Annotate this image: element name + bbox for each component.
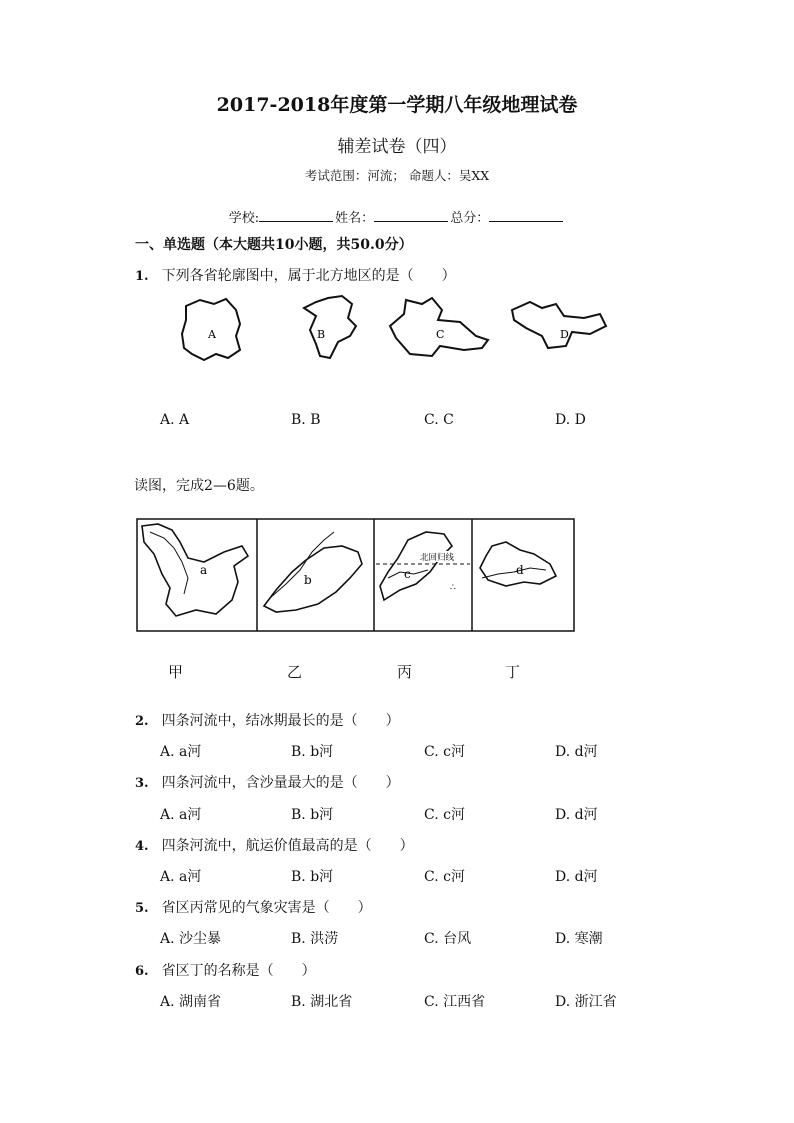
question-1 xyxy=(135,265,456,285)
tropic-label: 北回归线 xyxy=(420,553,455,563)
q1-option-c[interactable]: C. C xyxy=(424,412,454,428)
question-text: 四条河流中，航运价值最高的是（ ） xyxy=(161,838,414,854)
q4-option-a[interactable]: A. a河 xyxy=(160,869,202,885)
river-label-b: b xyxy=(304,573,312,587)
q1-option-b[interactable]: B. B xyxy=(291,412,321,428)
river-maps-figure xyxy=(136,518,576,634)
name-blank[interactable] xyxy=(374,209,448,222)
q2-option-b[interactable]: B. b河 xyxy=(291,744,334,760)
map-label-c: C xyxy=(436,328,445,341)
q3-option-b[interactable]: B. b河 xyxy=(291,807,334,823)
q6-option-c[interactable]: C. 江西省 xyxy=(424,994,486,1010)
school-blank[interactable] xyxy=(259,209,333,222)
question-6 xyxy=(135,960,316,980)
question-text: 省区丙常见的气象灾害是（ ） xyxy=(161,900,372,916)
question-text: 省区丁的名称是（ ） xyxy=(161,963,316,979)
map-label-a: A xyxy=(208,328,216,341)
student-fields xyxy=(0,207,794,226)
province-outline-d xyxy=(512,302,606,348)
score-blank[interactable] xyxy=(489,209,563,222)
q1-option-a[interactable]: A. A xyxy=(160,412,190,428)
question-number: 3. xyxy=(135,776,149,791)
q3-option-a[interactable]: A. a河 xyxy=(160,807,202,823)
question-text: 四条河流中，含沙量最大的是（ ） xyxy=(161,775,400,791)
section-label: 一、单选题 xyxy=(135,237,205,253)
islands-dots: ∴ xyxy=(450,583,456,593)
province-outline-yi xyxy=(264,546,362,612)
question-4 xyxy=(135,835,414,855)
province-outline-b xyxy=(304,296,356,358)
exam-info: 考试范围：河流； 命题人：吴XX xyxy=(304,168,490,183)
q2-option-a[interactable]: A. a河 xyxy=(160,744,202,760)
q6-option-d[interactable]: D. 浙江省 xyxy=(555,994,617,1010)
q5-option-a[interactable]: A. 沙尘暴 xyxy=(160,931,222,947)
q5-option-c[interactable]: C. 台风 xyxy=(424,931,472,947)
province-outlines-figure xyxy=(170,292,630,378)
panel-label-ding: 丁 xyxy=(505,663,521,681)
question-number: 5. xyxy=(135,901,149,916)
q2-option-c[interactable]: C. c河 xyxy=(424,744,465,760)
name-label: 姓名： xyxy=(335,211,375,226)
province-outline-bing xyxy=(380,532,452,600)
river-label-a: a xyxy=(200,563,208,577)
q4-option-c[interactable]: C. c河 xyxy=(424,869,465,885)
q5-option-d[interactable]: D. 寒潮 xyxy=(555,931,603,947)
province-outline-c xyxy=(390,298,488,356)
panel-label-yi: 乙 xyxy=(287,663,303,681)
school-label: 学校: xyxy=(228,211,260,226)
question-text: 四条河流中，结冰期最长的是（ ） xyxy=(161,713,400,729)
q4-option-d[interactable]: D. d河 xyxy=(555,869,598,885)
map-label-b: B xyxy=(317,328,326,341)
map-label-d: D xyxy=(560,328,569,341)
q2-option-d[interactable]: D. d河 xyxy=(555,744,598,760)
q5-option-b[interactable]: B. 洪涝 xyxy=(291,931,339,947)
panel-label-bing: 丙 xyxy=(397,663,413,681)
river-label-d: d xyxy=(516,563,524,577)
river-b xyxy=(270,532,334,598)
province-outline-jia xyxy=(142,524,248,616)
river-d xyxy=(482,568,546,578)
section-heading xyxy=(135,234,413,254)
score-label: 总分： xyxy=(450,211,490,226)
question-2 xyxy=(135,710,400,730)
q3-option-d[interactable]: D. d河 xyxy=(555,807,598,823)
question-text: 下列各省轮廓图中，属于北方地区的是（ ） xyxy=(161,268,456,284)
exam-title: 2017-2018年度第一学期八年级地理试卷 xyxy=(216,94,578,116)
question-number: 4. xyxy=(135,839,149,854)
question-number: 6. xyxy=(135,964,149,979)
river-label-c: c xyxy=(404,567,411,581)
question-number: 2. xyxy=(135,714,149,729)
q6-option-a[interactable]: A. 湖南省 xyxy=(160,994,222,1010)
exam-subtitle: 辅差试卷（四） xyxy=(337,137,457,157)
q4-option-b[interactable]: B. b河 xyxy=(291,869,334,885)
question-number: 1. xyxy=(135,269,149,284)
q1-option-d[interactable]: D. D xyxy=(555,412,586,428)
section-note: （本大题共10小题，共50.0分） xyxy=(205,237,413,253)
panel-label-jia: 甲 xyxy=(168,663,184,681)
q6-option-b[interactable]: B. 湖北省 xyxy=(291,994,353,1010)
q3-option-c[interactable]: C. c河 xyxy=(424,807,465,823)
reading-prompt: 读图，完成2—6题。 xyxy=(134,478,264,494)
question-3 xyxy=(135,772,400,792)
question-5 xyxy=(135,897,372,917)
